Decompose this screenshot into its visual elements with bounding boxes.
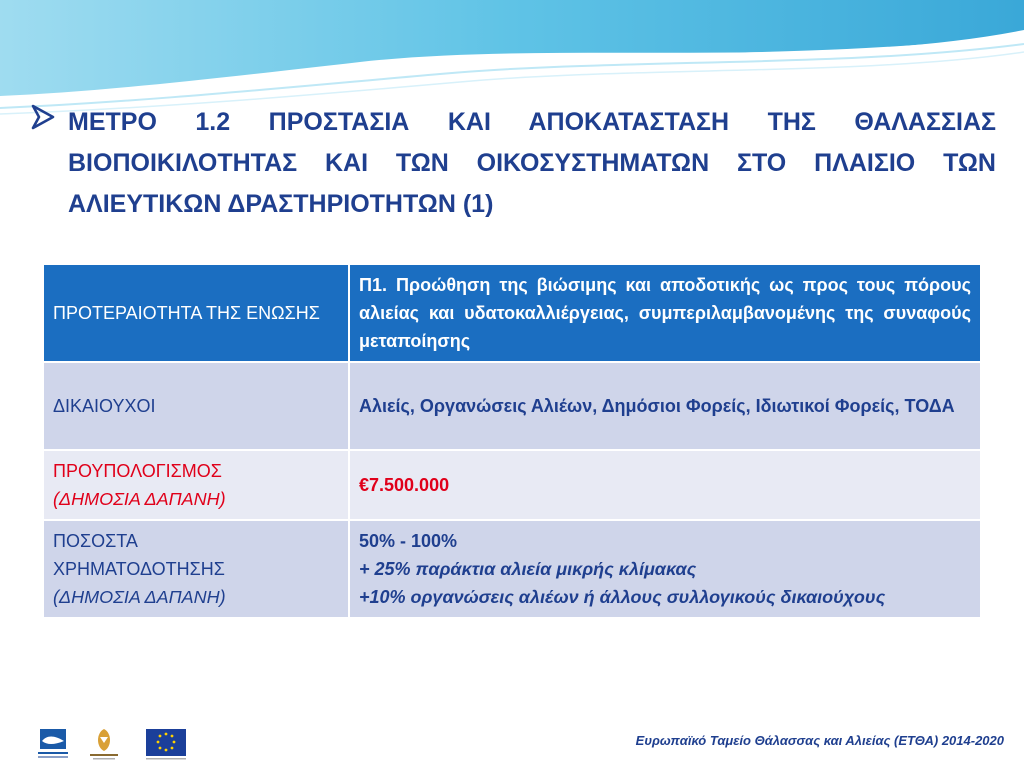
priority-label: ΠΡΟΤΕΡΑΙΟΤΗΤΑ ΤΗΣ ΕΝΩΣΗΣ [43, 264, 349, 362]
funding-note-2: +10% οργανώσεις αλιέων ή άλλους συλλογικούς δικαιούχους [359, 587, 886, 607]
table-row-funding [43, 520, 981, 618]
beneficiaries-value: Αλιείς, Οργανώσεις Αλιέων, Δημόσιοι Φορείς, Ιδιωτικοί Φορείς, ΤΟΔΑ [349, 362, 981, 450]
funding-label-1: ΠΟΣΟΣΤΑ [53, 531, 138, 551]
measure-table [42, 263, 982, 619]
table-row-priority [43, 264, 981, 362]
arrow-bullet-icon [30, 104, 56, 130]
funding-sublabel: (ΔΗΜΟΣΙΑ ΔΑΠΑΝΗ) [53, 587, 226, 607]
table-row-budget [43, 450, 981, 520]
footer-logos [38, 725, 198, 761]
beneficiaries-label: ΔΙΚΑΙΟΥΧΟΙ [43, 362, 349, 450]
budget-value: €7.500.000 [349, 450, 981, 520]
budget-label-cell [43, 450, 349, 520]
funding-label-cell [43, 520, 349, 618]
priority-value: Π1. Προώθηση της βιώσιμης και αποδοτικής ως προς τους πόρους αλιείας και υδατοκαλλιέργειας, συμπεριλαμβανομένης της συναφούς μεταποίησης [349, 264, 981, 362]
budget-sublabel: (ΔΗΜΟΣΙΑ ΔΑΠΑΝΗ) [53, 489, 226, 509]
cyprus-emblem-logo [90, 729, 118, 760]
funding-label-2: ΧΡΗΜΑΤΟΔΟΤΗΣΗΣ [53, 559, 225, 579]
budget-label: ΠΡΟΥΠΟΛΟΓΙΣΜΟΣ [53, 461, 222, 481]
page-title: ΜΕΤΡΟ 1.2 ΠΡΟΣΤΑΣΙΑ ΚΑΙ ΑΠΟΚΑΤΑΣΤΑΣΗ ΤΗΣ ΘΑΛΑΣΣΙΑΣ ΒΙΟΠΟΙΚΙΛΟΤΗΤΑΣ ΚΑΙ ΤΩΝ ΟΙΚΟΣΥΣΤΗΜΑΤΩΝ ΣΤΟ ΠΛΑΙΣΙΟ ΤΩΝ ΑΛΙΕΥΤΙΚΩΝ ΔΡΑΣΤΗΡΙΟΤΗΤΩΝ (1) [68, 108, 996, 218]
table-row-beneficiaries [43, 362, 981, 450]
fisheries-department-logo [38, 729, 68, 758]
funding-value-cell [349, 520, 981, 618]
funding-note-1: + 25% παράκτια αλιεία μικρής κλίμακας [359, 559, 697, 579]
eu-flag-logo [146, 729, 186, 760]
funding-rate: 50% - 100% [359, 531, 458, 551]
footer-text: Ευρωπαϊκό Ταμείο Θάλασσας και Αλιείας (ΕΤΘΑ) 2014-2020 [635, 733, 1004, 748]
